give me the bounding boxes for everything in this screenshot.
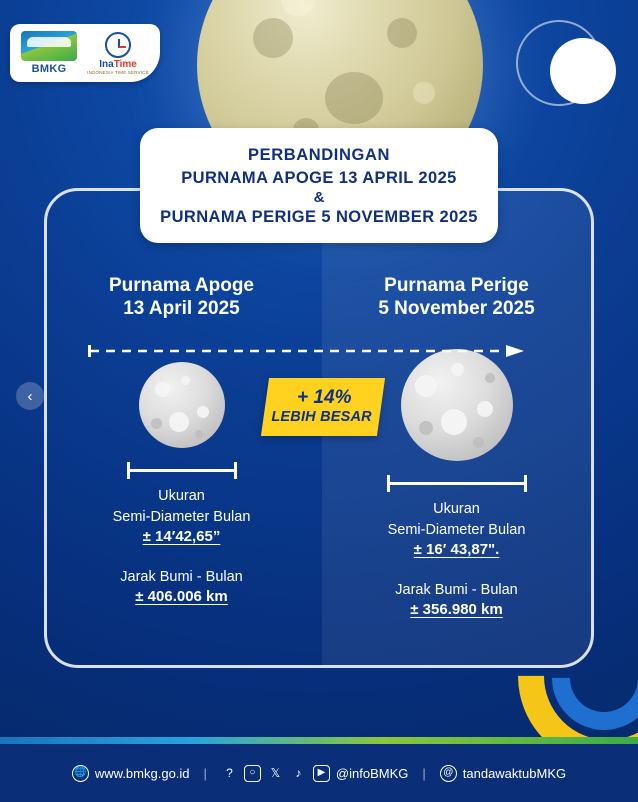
title-line-3: PURNAMA PERIGE 5 NOVEMBER 2025 (160, 208, 478, 226)
footer-color-stripe (0, 737, 638, 744)
bmkg-label: BMKG (31, 63, 67, 75)
apogee-size-label-line2: Semi-Diameter Bulan (112, 509, 251, 526)
at-icon: @ (440, 765, 457, 782)
inatime-label-time: Time (113, 58, 137, 70)
title-line-1: PERBANDINGAN (248, 146, 390, 164)
apogee-size-label-line1: Ukuran (158, 488, 205, 505)
youtube-icon[interactable]: ▶ (313, 765, 330, 782)
increase-badge-percent: + 14% (297, 387, 352, 408)
footer-social[interactable] (221, 765, 408, 782)
inatime-label-ina: Ina (99, 58, 114, 70)
footer-tiktok-handle: tandawaktubMKG (462, 765, 567, 781)
column-apogee-heading-line2: 13 April 2025 (123, 298, 240, 320)
title-ampersand: & (313, 189, 325, 206)
bmkg-logo (20, 31, 78, 75)
footer-website-label: www.bmkg.go.id (94, 765, 190, 781)
moon-perigee (401, 349, 513, 461)
apogee-size-label (44, 486, 319, 528)
column-perigee-heading-line1: Purnama Perige (384, 275, 529, 296)
inatime-logo (86, 32, 150, 75)
bmkg-mark-icon (21, 31, 77, 61)
column-perigee-heading (319, 274, 594, 320)
size-bar-apogee (127, 462, 237, 478)
clock-icon (105, 32, 131, 58)
footer-separator-1: | (203, 765, 207, 781)
perigee-distance-label: Jarak Bumi - Bulan (395, 582, 518, 599)
title-line-2: PURNAMA APOGE 13 APRIL 2025 (181, 169, 457, 187)
moon-apogee (139, 362, 225, 448)
apogee-size-value: ± 14′42,65” (142, 528, 221, 546)
perigee-size-label-line1: Ukuran (433, 501, 480, 518)
apogee-distance-value: ± 406.006 km (135, 588, 228, 606)
instagram-icon[interactable]: ○ (244, 765, 261, 782)
globe-icon: 🌐 (72, 765, 89, 782)
apogee-distance-label: Jarak Bumi - Bulan (120, 569, 243, 586)
facebook-icon[interactable]: ? (226, 766, 233, 780)
footer-bar (0, 744, 638, 802)
title-card (140, 128, 498, 243)
chevron-left-icon[interactable]: ‹ (16, 382, 44, 410)
footer-tiktok[interactable] (440, 765, 566, 782)
x-icon[interactable]: 𝕏 (270, 766, 281, 780)
increase-badge-text: LEBIH BESAR (271, 409, 372, 425)
perigee-size-label-line2: Semi-Diameter Bulan (387, 522, 526, 539)
footer-separator-2: | (422, 765, 426, 781)
decorative-circle-solid (550, 38, 616, 104)
perigee-distance-value: ± 356.980 km (410, 601, 503, 619)
perigee-size-value: ± 16′ 43,87". (413, 541, 500, 559)
size-bar-perigee (387, 475, 527, 491)
logo-group (10, 24, 160, 82)
column-perigee-heading-line2: 5 November 2025 (378, 298, 535, 320)
column-apogee-heading (44, 274, 319, 320)
arrow-icon (88, 344, 528, 358)
inatime-label (99, 59, 137, 70)
perigee-size-label (319, 499, 594, 541)
comparison-arrow (88, 344, 528, 358)
column-apogee-heading-line1: Purnama Apoge (109, 275, 254, 296)
inatime-sublabel: INDONESIA TIME SERVICE (87, 69, 149, 75)
increase-badge (261, 378, 385, 436)
footer-website[interactable] (72, 765, 190, 782)
footer-social-handle: @infoBMKG (335, 765, 409, 781)
tiktok-icon[interactable]: ♪ (295, 766, 302, 780)
